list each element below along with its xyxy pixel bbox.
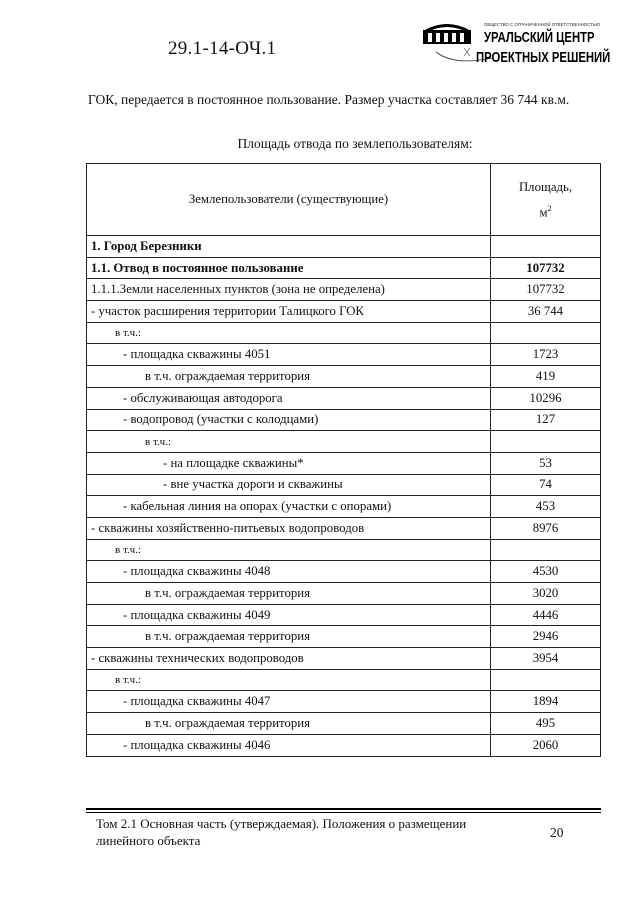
row-area-value: 10296 (491, 387, 601, 409)
table-row (87, 301, 601, 323)
table-row (87, 583, 601, 605)
area-header-unit-sup: 2 (547, 203, 552, 213)
row-label: - площадка скважины 4047 (87, 691, 491, 713)
row-area-value: 1894 (491, 691, 601, 713)
row-area-value: 4530 (491, 561, 601, 583)
table-row (87, 496, 601, 518)
row-label: в т.ч. ограждаемая территория (87, 366, 491, 388)
table-row (87, 452, 601, 474)
table-row (87, 517, 601, 539)
table-row (87, 387, 601, 409)
row-area-value: 8976 (491, 517, 601, 539)
row-label: - на площадке скважины* (87, 452, 491, 474)
company-logo (422, 18, 611, 70)
row-label: 1. Город Березники (87, 236, 491, 258)
table-header-row (87, 164, 601, 236)
row-area-value: 2946 (491, 626, 601, 648)
row-label: - скважины хозяйственно-питьевых водопроводов (87, 517, 491, 539)
row-area-value: 74 (491, 474, 601, 496)
row-area-value: 36 744 (491, 301, 601, 323)
column-header-area (491, 164, 601, 236)
table-row (87, 539, 601, 561)
intro-paragraph: ГОК, передается в постоянное пользование. Размер участка составляет 36 744 кв.м. (88, 92, 570, 107)
table-row (87, 713, 601, 735)
table-row (87, 409, 601, 431)
row-label: в т.ч.: (87, 669, 491, 691)
row-area-value: 419 (491, 366, 601, 388)
row-area-value: 127 (491, 409, 601, 431)
row-label: - площадка скважины 4046 (87, 734, 491, 756)
row-label: 1.1.1.Земли населенных пунктов (зона не определена) (87, 279, 491, 301)
land-users-table (86, 163, 601, 757)
row-area-value: 53 (491, 452, 601, 474)
table-row (87, 648, 601, 670)
table-row (87, 691, 601, 713)
footer-title: Том 2.1 Основная часть (утверждаемая). Положения о размещении линейного объекта (96, 816, 467, 848)
table-row (87, 322, 601, 344)
table-row (87, 257, 601, 279)
row-area-value: 3020 (491, 583, 601, 605)
row-label: в т.ч. ограждаемая территория (87, 626, 491, 648)
table-caption: Площадь отвода по землепользователям: (237, 136, 473, 151)
row-area-value: 4446 (491, 604, 601, 626)
row-label: в т.ч. ограждаемая территория (87, 713, 491, 735)
logo-small-text: ОБЩЕСТВО С ОГРАНИЧЕННОЙ ОТВЕТСТВЕННОСТЬЮ (484, 22, 601, 27)
page-number: 20 (550, 825, 564, 840)
table-row (87, 669, 601, 691)
footer-rule (86, 808, 601, 810)
row-area-value (491, 669, 601, 691)
row-label: - кабельная линия на опорах (участки с опорами) (87, 496, 491, 518)
table-row (87, 236, 601, 258)
row-area-value (491, 431, 601, 453)
row-area-value: 107732 (491, 279, 601, 301)
area-header-label: Площадь, (518, 179, 573, 194)
row-label: - вне участка дороги и скважины (87, 474, 491, 496)
row-area-value: 453 (491, 496, 601, 518)
row-area-value: 3954 (491, 648, 601, 670)
logo-mark-icon (422, 24, 472, 46)
table-row (87, 474, 601, 496)
row-area-value: 2060 (491, 734, 601, 756)
table-row (87, 431, 601, 453)
logo-title-line1: УРАЛЬСКИЙ ЦЕНТР (484, 30, 595, 46)
row-label: в т.ч.: (87, 322, 491, 344)
document-code: 29.1-14-ОЧ.1 (168, 38, 277, 59)
row-area-value: 107732 (491, 257, 601, 279)
column-header-land-users: Землепользователи (существующие) (87, 164, 491, 236)
row-label: - водопровод (участки с колодцами) (87, 409, 491, 431)
row-area-value: 1723 (491, 344, 601, 366)
row-label: в т.ч.: (87, 539, 491, 561)
row-label: - участок расширения территории Талицкого ГОК (87, 301, 491, 323)
row-label: в т.ч.: (87, 431, 491, 453)
table-row (87, 626, 601, 648)
row-label: - площадка скважины 4051 (87, 344, 491, 366)
table-row (87, 344, 601, 366)
logo-title-line2: ПРОЕКТНЫХ РЕШЕНИЙ (476, 50, 611, 66)
row-area-value (491, 236, 601, 258)
table-row (87, 366, 601, 388)
row-area-value (491, 539, 601, 561)
table-row (87, 279, 601, 301)
row-label: - площадка скважины 4048 (87, 561, 491, 583)
row-label: - площадка скважины 4049 (87, 604, 491, 626)
row-area-value (491, 322, 601, 344)
table-row (87, 734, 601, 756)
row-label: в т.ч. ограждаемая территория (87, 583, 491, 605)
row-label: - скважины технических водопроводов (87, 648, 491, 670)
row-label: - обслуживающая автодорога (87, 387, 491, 409)
row-label: 1.1. Отвод в постоянное пользование (87, 257, 491, 279)
table-row (87, 561, 601, 583)
footer-rule-thin (86, 812, 601, 813)
table-row (87, 604, 601, 626)
area-header-unit: м (539, 205, 548, 220)
row-area-value: 495 (491, 713, 601, 735)
